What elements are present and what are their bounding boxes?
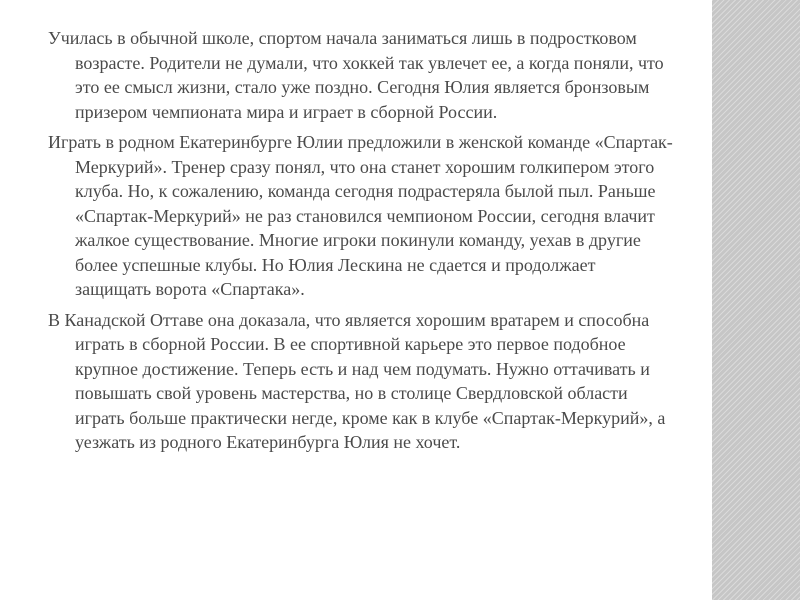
paragraph-1: Училась в обычной школе, спортом начала заниматься лишь в подростковом возрасте. Родители не думали, что хоккей так увлечет ее, а когда поняли, что это ее смысл жизни, стало уже поздно. Сегодня Юлия является бронзовым призером чемпионата мира и играет в сборной России. bbox=[48, 28, 664, 122]
paragraph-2: Играть в родном Екатеринбурге Юлии предложили в женской команде «Спартак-Меркурий». Тренер сразу понял, что она станет хорошим голкипером этого клуба. Но, к сожалению, команда сегодня подрастеряла былой пыл. Раньше «Спартак-Меркурий» не раз становился чемпионом России, сегодня влачит жалкое существование. Многие игроки покинули команду, уехав в другие более успешные клубы. Но Юлия Лескина не сдается и продолжает защищать ворота «Спартака». bbox=[48, 132, 673, 299]
decorative-side-bar bbox=[712, 0, 800, 600]
slide-body bbox=[48, 26, 676, 461]
paragraph-3: В Канадской Оттаве она доказала, что является хорошим вратарем и способна играть в сборной России. В ее спортивной карьере это первое подобное крупное достижение. Теперь есть и над чем подумать. Нужно оттачивать и повышать свой уровень мастерства, но в столице Свердловской области играть больше практически негде, кроме как в клубе «Спартак-Меркурий», а уезжать из родного Екатеринбурга Юлия не хочет. bbox=[48, 309, 666, 452]
